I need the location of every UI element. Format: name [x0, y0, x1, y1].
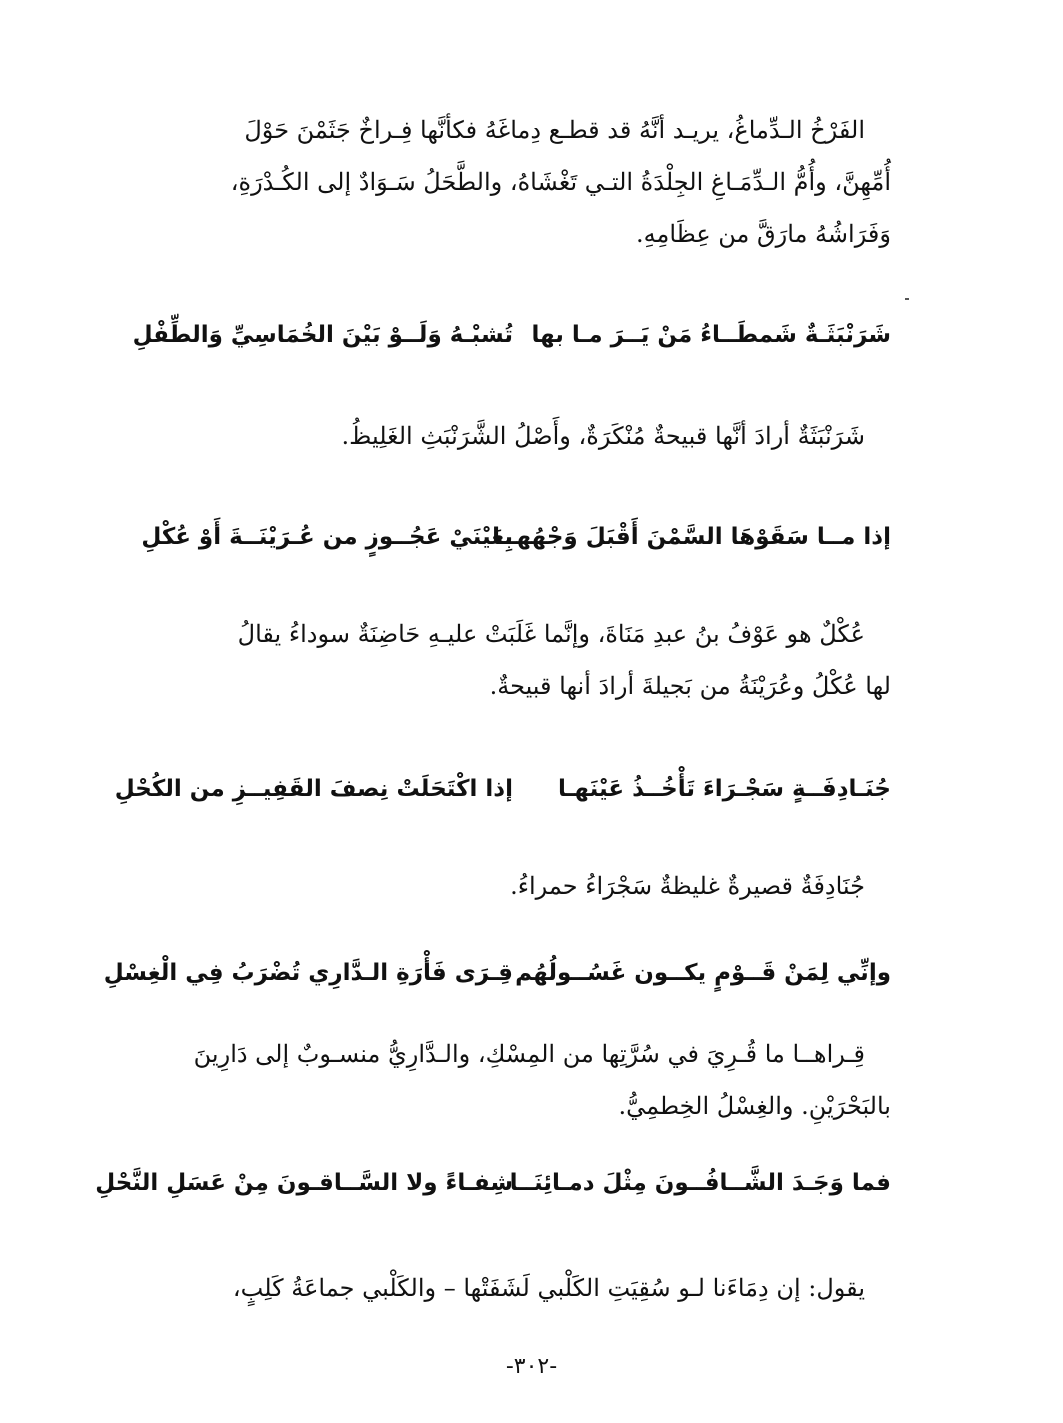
- verse-line-1: [132, 310, 891, 360]
- verse-line-2: [141, 512, 891, 562]
- text-line: عُكْلٌ هو عَوْفُ بنُ عبدِ مَنَاةَ، وإنَّما غَلَبَتْ عليـهِ حَاضِنَةٌ سوداءُ يقالُ: [237, 620, 865, 648]
- paragraph-2: [168, 410, 891, 462]
- verse-second-hemistich: قِـرَى فَأْرَةِ الـدَّارِي تُضْرَبُ فِي الْغِسْلِ: [103, 960, 513, 986]
- paragraph-5: [168, 1028, 891, 1132]
- verse-line-5: [95, 1158, 891, 1208]
- page-number: -٣٠٢-: [505, 1354, 558, 1379]
- text-line: بالبَحْرَيْنِ. والغِسْلُ الخِطمِيُّ.: [618, 1092, 891, 1120]
- verse-first-hemistich: وإنِّي لِمَنْ قَــوْمٍ يكــون غَسُــولُهُم: [515, 960, 891, 986]
- paragraph-3: [168, 608, 891, 712]
- text-line: وَفَرَاشُهُ مارَقَّ من عِظَامِهِ.: [635, 220, 891, 248]
- verse-line-3: [114, 764, 891, 814]
- verse-second-hemistich: تُشبْـهُ وَلَــوْ بَيْنَ الخُمَاسِيِّ وَالطِّفْلِ: [132, 322, 513, 348]
- text-line: الفَرْخُ الـدِّماغُ، يريـد أنَّهُ قد قطـع دِماغَهُ فكأنَّها فِـراخٌ جَثَمْنَ حَوْلَ: [244, 116, 865, 144]
- verse-first-hemistich: فما وَجَـدَ الشَّــافُــونَ مِثْلَ دمـائِنَــا: [509, 1170, 891, 1196]
- text-line: جُنَادِفَةٌ قصيرةٌ غليظةٌ سَجْرَاءُ حمراءُ.: [510, 872, 865, 900]
- verse-first-hemistich: شَرَنْبَثَـةٌ شَمطَــاءُ مَنْ يَــرَ مـا بها: [531, 322, 891, 348]
- verse-second-hemistich: شِفـاءً ولا السَّــاقـونَ مِنْ عَسَلِ النَّحْلِ: [95, 1170, 513, 1196]
- verse-first-hemistich: جُنَـادِفَــةٍ سَجْـرَاءَ تَأْخُــذُ عَيْنَهـا: [557, 776, 891, 802]
- paragraph-4: [168, 860, 891, 912]
- text-line: يقول: إن دِمَاءَنا لـو سُقِيَتِ الكَلْبي لَشَفَتْها – والكَلْبي جماعَةُ كَلِبٍ،: [232, 1274, 865, 1302]
- verse-first-hemistich: إذا مــا سَقَوْهَا السَّمْنَ أَقْبَلَ وَجْهُهــا: [492, 524, 891, 550]
- text-line: شَرَنْبَثَةٌ أرادَ أنَّها قبيحةٌ مُنْكَرَةٌ، وأَصْلُ الشَّرَنْبَثِ الغَلِيظُ.: [341, 422, 865, 450]
- text-line: قِـراهــا ما قُـرِيَ في سُرَّتِها من المِسْكِ، والـدَّارِيُّ منسـوبٌ إلى دَارِينَ: [193, 1040, 865, 1068]
- text-line: لها عُكْلُ وعُرَيْنَةُ من بَجيلةَ أرادَ أنها قبيحةٌ.: [489, 672, 891, 700]
- stray-mark: [905, 298, 909, 300]
- paragraph-6: [168, 1262, 891, 1314]
- verse-second-hemistich: بِعَيْنَيْ عَجُــوزٍ من عُـرَيْنَــةَ أَوْ عُكْلِ: [141, 524, 513, 550]
- verse-second-hemistich: إذا اكْتَحَلَتْ نِصفَ القَفِيــزِ من الكُحْلِ: [114, 776, 513, 802]
- verse-line-4: [103, 948, 891, 998]
- paragraph-1: [168, 104, 891, 260]
- text-line: أُمِّهِنَّ، وأُمُّ الـدِّمَـاغِ الجِلْدَةُ التـي تَغْشَاهُ، والطَّحَلُ سَـوَادٌ إلى الكُـدْرَةِ،: [230, 168, 891, 196]
